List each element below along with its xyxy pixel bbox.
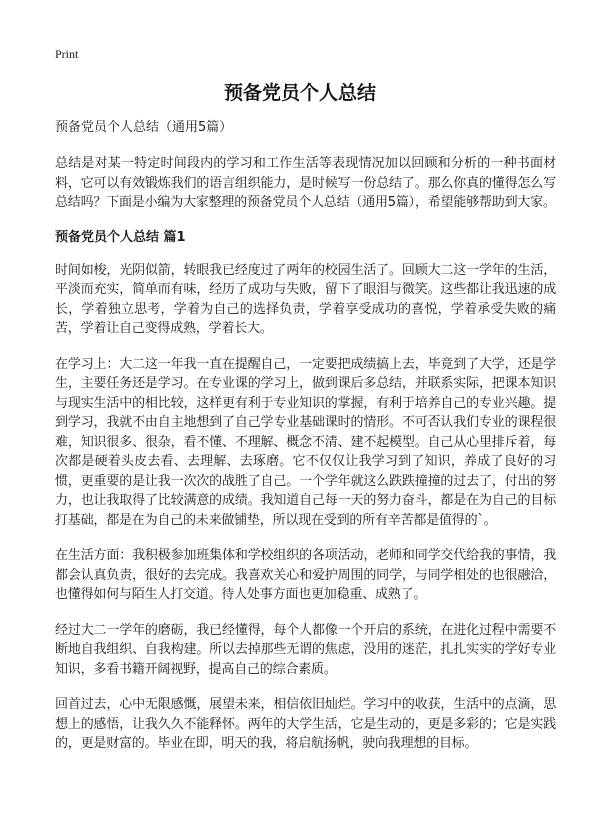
body-paragraph: 在生活方面：我积极参加班集体和学校组织的各项活动，老师和同学交代给我的事情，我都会认真负责，很好的去完成。我喜欢关心和爱护周围的同学，与同学相处的也很融洽，也懂得如何与陌生人打交道。待人处事方面也更加稳重、成熟了。 <box>55 548 556 602</box>
section-heading: 预备党员个人总结 篇1 <box>55 229 186 245</box>
body-paragraph: 回首过去，心中无限感慨，展望未来，相信依旧灿烂。学习中的收获，生活中的点滴，思想上的感悟，让我久久不能释怀。两年的大学生活，它是生动的，更是多彩的；它是实践的，更是财富的。毕业在即，明天的我，将启航扬帆，驶向我理想的目标。 <box>55 697 556 751</box>
document-body <box>55 118 556 770</box>
body-paragraph: 在学习上：大二这一年我一直在提醒自己，一定要把成绩搞上去，毕竟到了大学，还是学生，主要任务还是学习。在专业课的学习上，做到课后多总结，并联系实际，把课本知识与现实生活中的相比较，这样更有利于专业知识的掌握，有利于培养自己的专业兴趣。提到学习，我就不由自主地想到了自己学专业基础课时的情形。不可否认我们专业的课程很难，知识很多、很杂，看不懂、不理解、概念不清、建不起模型。自己从心里排斥着，每次都是硬着头皮去看、去理解、去琢磨。它不仅仅让我学习到了知识，养成了良好的习惯，更重要的是让我一次次的战胜了自己。一个学年就这么跌跌撞撞的过去了，付出的努力，也让我取得了比较满意的成绩。我知道自己每一天的努力奋斗，都是在为自己的目标打基础，都是在为自己的未来做铺垫，所以现在受到的所有辛苦都是值得的`。 <box>55 356 556 528</box>
document-subtitle: 预备党员个人总结（通用5篇） <box>55 120 233 135</box>
print-link[interactable]: Print <box>55 47 79 61</box>
body-paragraph: 经过大二一学年的磨砺，我已经懂得，每个人都像一个开启的系统，在进化过程中需要不断地自我组织、自我构建。所以去掉那些无谓的焦虑，没用的迷茫，扎扎实实的学好专业知识，多看书籍开阔视野，提高自己的综合素质。 <box>55 622 556 677</box>
document-title: 预备党员个人总结 <box>223 82 376 104</box>
body-paragraph: 时间如梭，光阴似箭，转眼我已经度过了两年的校园生活了。回顾大二这一学年的生活，平淡而充实，简单而有味，经历了成功与失败，留下了眼泪与微笑。这些都让我迅速的成长，学着独立思考，学着为自己的选择负责，学着享受成功的喜悦，学着承受失败的痛苦，学着让自己变得成熟，学着长大。 <box>55 262 556 336</box>
intro-paragraph: 总结是对某一特定时间段内的学习和工作生活等表现情况加以回顾和分析的一种书面材料，它可以有效锻炼我们的语言组织能力，是时候写一份总结了。那么你真的懂得怎么写总结吗？下面是小编为大家整理的预备党员个人总结（通用5篇），希望能够帮助到大家。 <box>55 156 556 210</box>
